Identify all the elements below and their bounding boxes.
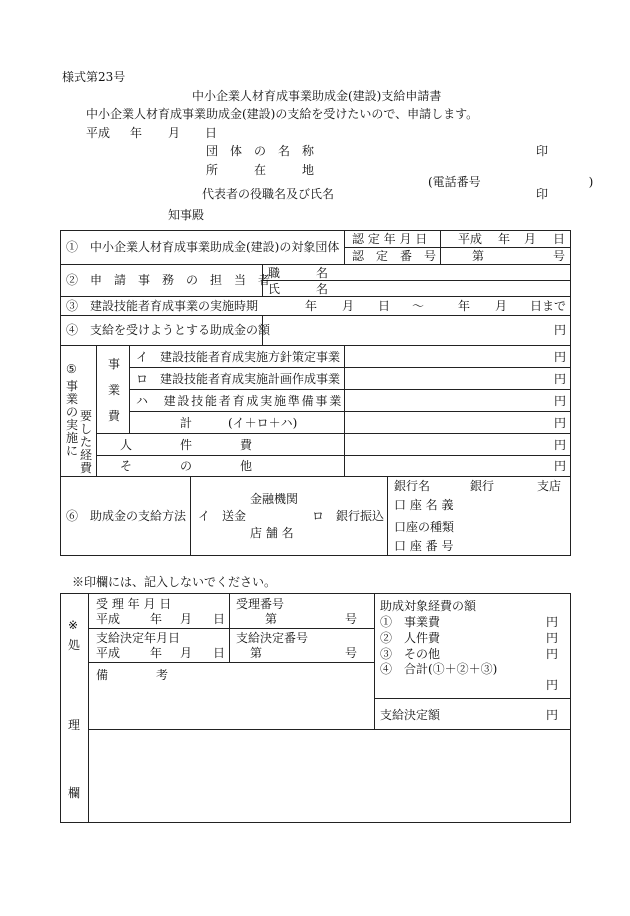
- personnel-yen: 円: [554, 438, 567, 452]
- eligible-3-yen: 円: [546, 647, 559, 661]
- cert-num-label: 認 定 番 号: [352, 249, 437, 263]
- eligible-1-yen: 円: [546, 615, 559, 629]
- remarks-label: 備 考: [96, 668, 169, 682]
- eligible-2-label: ② 人件費: [380, 631, 441, 645]
- other-label: そ の 他: [120, 459, 253, 473]
- biz-vertical-1: 事: [108, 357, 121, 371]
- cert-date-label: 認 定 年 月 日: [352, 232, 428, 246]
- representative-label: 代表者の役職名及び氏名: [202, 187, 335, 201]
- bank-suffix: 銀行: [470, 479, 495, 493]
- account-type-label: 口座の種類: [394, 520, 455, 534]
- period-d2: 日まで: [530, 299, 567, 313]
- office-vertical-4: 欄: [68, 786, 81, 800]
- form-number: 様式第23号: [62, 70, 126, 84]
- eligible-4-yen: 円: [546, 678, 559, 692]
- cert-era: 平成: [458, 232, 483, 246]
- remittance-option: イ 送金: [198, 509, 247, 523]
- document-title: 中小企業人材育成事業助成金(建設)支給申請書: [192, 89, 442, 103]
- eligible-1-label: ① 事業費: [380, 615, 441, 629]
- cert-month: 月: [524, 232, 537, 246]
- phone-label: (電話番号 ): [428, 175, 594, 189]
- decision-num-post: 号: [345, 646, 358, 660]
- decision-amount-yen: 円: [546, 708, 559, 722]
- office-vertical-1: ※: [68, 618, 79, 632]
- period-y2: 年: [458, 299, 471, 313]
- account-holder-label: 口 座 名 義: [394, 498, 454, 512]
- period-tilde: ～: [412, 299, 425, 313]
- requested-amount-label: ④ 支給を受けようとする助成金の額: [66, 323, 271, 337]
- section5-vertical-a: 事業の実施に: [66, 379, 79, 458]
- subtotal-label: 計 (イ＋ロ＋ハ): [180, 416, 298, 430]
- biz-vertical-3: 費: [108, 409, 121, 423]
- office-vertical-3: 理: [68, 718, 81, 732]
- decision-era: 平成: [96, 646, 121, 660]
- cert-day: 日: [553, 232, 566, 246]
- org-name-label: 団 体 の 名 称: [206, 144, 315, 158]
- contact-person-label: ② 申 請 事 務 の 担 当 者: [66, 273, 271, 287]
- receipt-day: 日: [213, 612, 226, 626]
- decision-amount-label: 支給決定額: [380, 708, 441, 722]
- branch-suffix: 支店: [537, 479, 562, 493]
- biz-vertical-2: 業: [108, 383, 121, 397]
- receipt-date-label: 受 理 年 月 日: [96, 597, 172, 611]
- decision-num-pre: 第: [250, 646, 263, 660]
- section5-number: ⑤: [66, 362, 77, 376]
- period-y1: 年: [305, 299, 318, 313]
- person-name-label: 氏 名: [268, 282, 329, 296]
- period-label: ③ 建設技能者育成事業の実施時期: [66, 299, 259, 313]
- office-use-note: ※印欄には、記入しないでください。: [72, 575, 277, 589]
- addressee: 知事殿: [168, 208, 205, 222]
- eligible-3-label: ③ その他: [380, 647, 441, 661]
- eligible-title: 助成対象経費の額: [380, 599, 477, 613]
- cert-year: 年: [498, 232, 511, 246]
- section5-vertical-b: 要した経費: [80, 409, 93, 475]
- financial-inst-label: 金融機関: [250, 492, 299, 506]
- item-ha-yen: 円: [554, 394, 567, 408]
- decision-day: 日: [213, 646, 226, 660]
- personnel-label: 人 件 費: [120, 438, 253, 452]
- cert-num-pre: 第: [472, 249, 485, 263]
- job-title-label: 職 名: [268, 266, 329, 280]
- subtotal-yen: 円: [554, 416, 567, 430]
- date-year: 年: [130, 126, 143, 140]
- decision-month: 月: [180, 646, 193, 660]
- rep-seal-mark: 印: [536, 187, 549, 201]
- date-era: 平成: [86, 126, 111, 140]
- cert-num-post: 号: [553, 249, 566, 263]
- other-yen: 円: [554, 459, 567, 473]
- date-day: 日: [205, 126, 218, 140]
- eligible-4-label: ④ 合計(①＋②＋③): [380, 662, 498, 676]
- requested-amount-yen: 円: [554, 323, 567, 337]
- item-ha-label: ハ 建設技能者育成実施準備事業: [136, 394, 344, 408]
- seal-mark: 印: [536, 144, 549, 158]
- receipt-year: 年: [150, 612, 163, 626]
- receipt-num-label: 受理番号: [236, 597, 285, 611]
- branch-name-label: 店 舗 名: [250, 526, 294, 540]
- account-number-label: 口 座 番 号: [394, 539, 454, 553]
- item-ro-label: ロ 建設技能者育成実施計画作成事業: [136, 372, 341, 386]
- receipt-num-post: 号: [345, 612, 358, 626]
- receipt-month: 月: [180, 612, 193, 626]
- intro-text: 中小企業人材育成事業助成金(建設)の支給を受けたいので、申請します。: [86, 107, 479, 121]
- address-label: 所 在 地: [206, 163, 315, 177]
- period-d1: 日: [378, 299, 391, 313]
- bank-name-label: 銀行名: [394, 479, 431, 493]
- item-i-label: イ 建設技能者育成実施方針策定事業: [136, 350, 341, 364]
- target-org-label: ① 中小企業人材育成事業助成金(建設)の対象団体: [66, 240, 340, 254]
- date-month: 月: [168, 126, 181, 140]
- receipt-era: 平成: [96, 612, 121, 626]
- item-i-yen: 円: [554, 350, 567, 364]
- period-m2: 月: [495, 299, 508, 313]
- item-ro-yen: 円: [554, 372, 567, 386]
- decision-num-label: 支給決定番号: [236, 631, 309, 645]
- bank-transfer-option: ロ 銀行振込: [312, 509, 385, 523]
- period-m1: 月: [342, 299, 355, 313]
- payment-method-label: ⑥ 助成金の支給方法: [66, 509, 187, 523]
- eligible-2-yen: 円: [546, 631, 559, 645]
- decision-date-label: 支給決定年月日: [96, 631, 181, 645]
- office-vertical-2: 処: [68, 638, 81, 652]
- receipt-num-pre: 第: [265, 612, 278, 626]
- decision-year: 年: [150, 646, 163, 660]
